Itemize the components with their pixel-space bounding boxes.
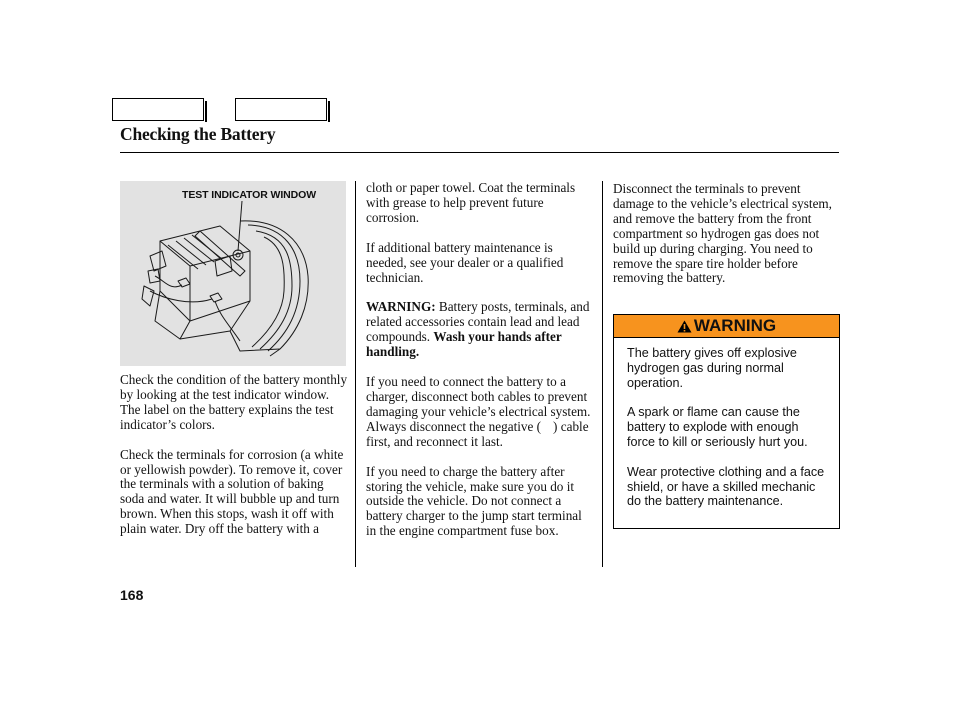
- condition-paragraph: Check the condition of the battery monthly by looking at the test indicator window. The label on the battery explains the test indicator’s colors.: [120, 372, 348, 432]
- title-rule: [120, 152, 839, 153]
- column-2-text: [366, 181, 594, 554]
- lead-warning-text: Battery posts, terminals, and related accessories contain lead and lead compounds.: [366, 299, 590, 345]
- battery-illustration: [120, 181, 346, 366]
- maintenance-paragraph: If additional battery maintenance is needed, see your dealer or a qualified technician.: [366, 239, 564, 285]
- header-tab-box-right: [235, 98, 327, 121]
- charger-text-b: ) cable first, and reconnect it last.: [366, 418, 589, 449]
- warning-paragraph-3: Wear protective clothing and a face shield, or have a skilled mechanic do the battery maintenance.: [627, 464, 825, 509]
- warning-header: [614, 315, 839, 338]
- warning-triangle-icon: [677, 320, 692, 333]
- page-number: 168: [120, 587, 144, 603]
- coat-paragraph: cloth or paper towel. Coat the terminals with grease to help prevent future corrosion.: [366, 180, 576, 225]
- warning-heading: WARNING: [693, 316, 777, 335]
- lead-warning-bold: Wash your hands after handling.: [366, 329, 562, 360]
- corrosion-paragraph: Check the terminals for corrosion (a white or yellowish powder). To remove it, cover the terminals with a solution of baking soda and water. It will bubble up and turn brown. When this stops, wash it off with plain water. Dry off the battery with a: [120, 446, 344, 537]
- warning-box: [613, 314, 840, 529]
- disconnect-paragraph: Disconnect the terminals to prevent damage to the vehicle’s electrical system, and remove the battery from the front compartment so hydrogen gas does not build up during charging. You need to remove the spare tire holder before removing the battery.: [613, 181, 832, 286]
- lead-warning-label: WARNING:: [366, 299, 436, 315]
- column-1-text: [120, 373, 348, 552]
- battery-drawing-icon: [120, 181, 346, 366]
- warning-paragraph-1: The battery gives off explosive hydrogen gas during normal operation.: [627, 346, 797, 390]
- charge-paragraph: If you need to charge the battery after storing the vehicle, make sure you do it outside the vehicle. Do not connect a battery charger to the jump start terminal in the engine compartment fuse box.: [366, 463, 582, 539]
- warning-paragraph-2: A spark or flame can cause the battery to explode with enough force to kill or seriously hurt you.: [627, 405, 808, 449]
- column-divider-1: [355, 181, 356, 567]
- charger-text-a: If you need to connect the battery to a charger, disconnect both cables to prevent damaging your vehicle’s electrical system. Always disconnect the negative (: [366, 374, 591, 434]
- charger-paragraph: [366, 375, 594, 450]
- lead-warning-paragraph: [366, 300, 594, 360]
- header-tab-box-left: [112, 98, 204, 121]
- column-3-text: [613, 182, 841, 301]
- column-divider-2: [602, 181, 603, 567]
- page-title: Checking the Battery: [120, 124, 276, 144]
- warning-body: [614, 338, 839, 509]
- figure-label: TEST INDICATOR WINDOW: [182, 189, 317, 201]
